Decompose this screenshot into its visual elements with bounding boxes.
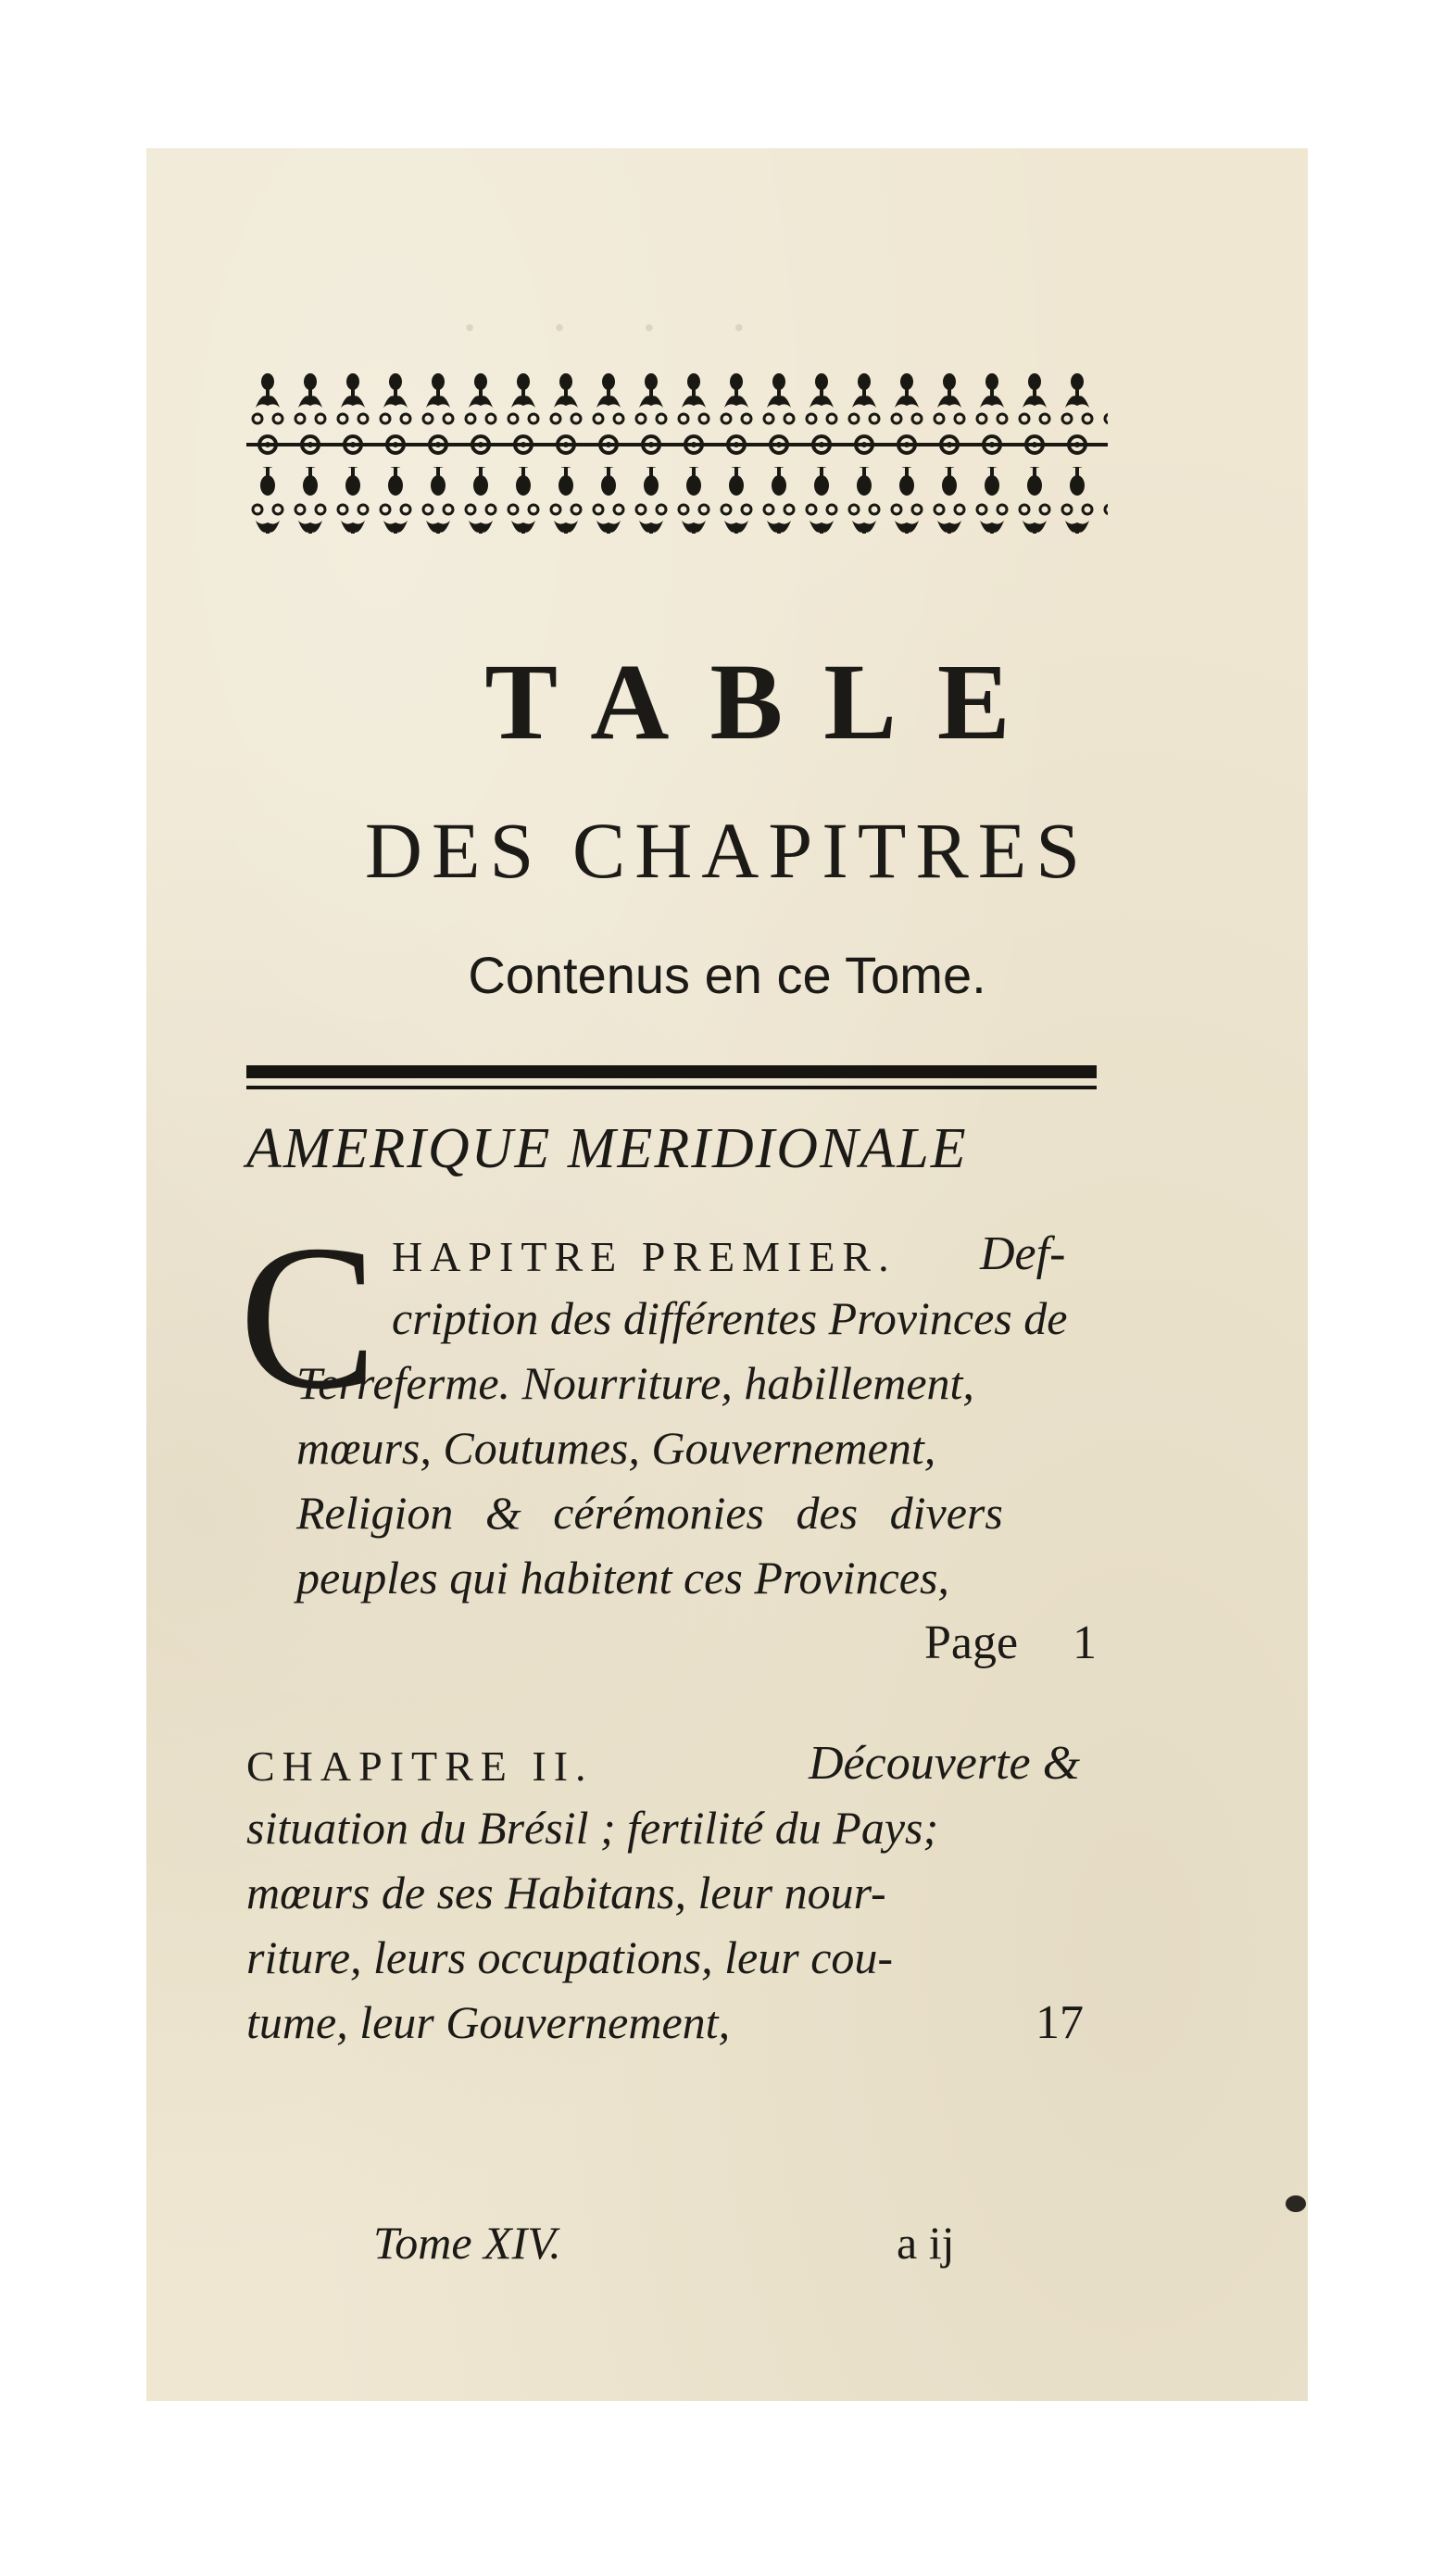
page-label: Page: [924, 1616, 1019, 1669]
drop-cap-letter: C: [239, 1202, 378, 1432]
chapter-2-line: riture, leurs occupations, leur cou-: [246, 1931, 894, 1983]
chapter-1-line: mœurs, Coutumes, Gouvernement,: [296, 1422, 936, 1474]
chapter-1-heading: HAPITRE PREMIER.: [392, 1233, 897, 1280]
decorative-ornament-band: [246, 371, 1108, 556]
chapter-2-line: Découverte &: [809, 1737, 1081, 1790]
page-title: TABLE: [484, 641, 1051, 762]
thin-rule-divider: [246, 1086, 1097, 1089]
book-page: [146, 148, 1308, 2401]
section-heading: AMERIQUE MERIDIONALE: [246, 1117, 968, 1180]
bleed-through-text: · · · ·: [461, 296, 776, 359]
chapter-1-line: Religion & cérémonies des divers: [296, 1487, 1003, 1539]
chapter-1-line: Def-: [980, 1227, 1066, 1280]
chapter-1-line: Terreferme. Nourriture, habillement,: [296, 1357, 974, 1409]
contents-note: Contenus en ce Tome.: [468, 946, 986, 1004]
volume-label: Tome XIV.: [373, 2217, 561, 2269]
chapter-2-heading: CHAPITRE II.: [246, 1742, 594, 1790]
chapter-2-line: situation du Brésil ; fertilité du Pays;: [246, 1802, 939, 1854]
chapter-1-line: peuples qui habitent ces Provinces,: [296, 1552, 949, 1603]
chapter-1-line: cription des différentes Provinces de: [392, 1292, 1068, 1344]
thick-rule-divider: [246, 1065, 1097, 1078]
page-number: 17: [1036, 1996, 1084, 2049]
ink-spot: [1286, 2195, 1306, 2212]
page-number: 1: [1073, 1616, 1097, 1669]
ornament-graphic: [246, 371, 1108, 556]
page-subtitle: DES CHAPITRES: [364, 806, 1090, 895]
signature-mark: a ij: [897, 2217, 955, 2269]
chapter-2-line: mœurs de ses Habitans, leur nour-: [246, 1867, 886, 1918]
chapter-2-line: tume, leur Gouvernement,: [246, 1996, 731, 2048]
